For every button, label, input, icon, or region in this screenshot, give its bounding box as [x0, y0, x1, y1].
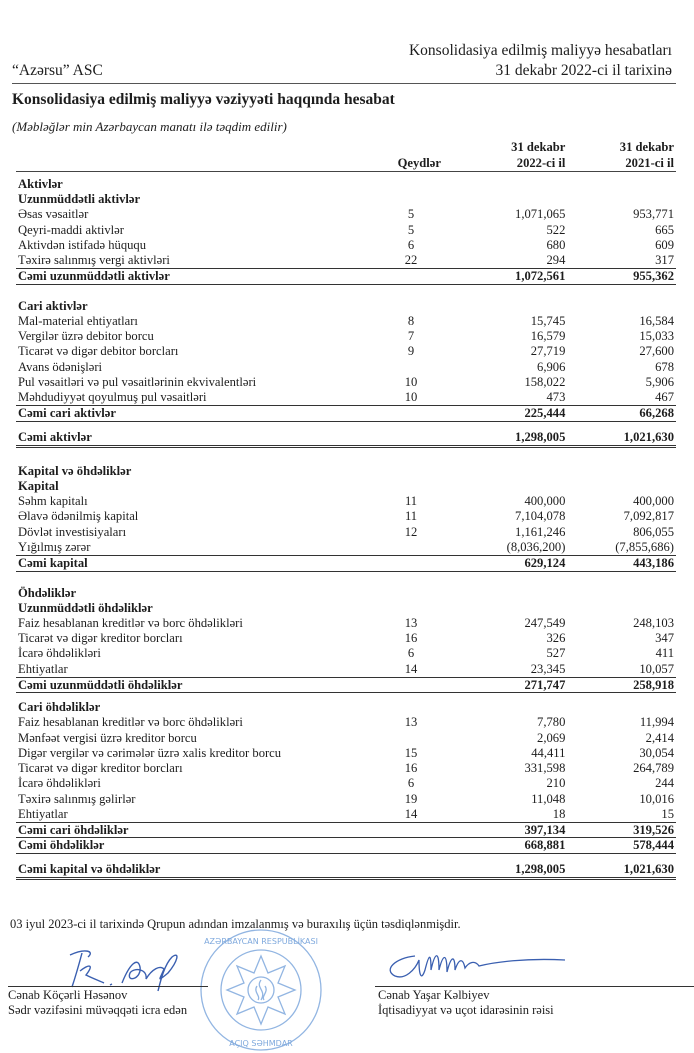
row-note: 10: [404, 389, 418, 404]
row-value-2022: (8,036,200): [506, 539, 566, 554]
statement-subtitle: (Məbləğlər min Azərbaycan manatı ilə təqdim edilir): [12, 119, 287, 134]
total-row: [16, 556, 676, 572]
total-row: [16, 406, 676, 422]
row-label: Ehtiyatlar: [18, 806, 68, 821]
row-note: [379, 731, 443, 746]
row-note: 5: [407, 222, 415, 237]
row-note: 19: [404, 791, 418, 806]
signatory-name-right: Cənab Yaşar Kəlbiyev: [378, 988, 490, 1002]
row-label: Digər vergilər və cərimələr üzrə xalis kreditor borcu: [18, 745, 282, 760]
row-value-2022: 629,124: [459, 556, 568, 572]
row-spacer: [16, 693, 676, 701]
row-value-2021: 347: [655, 631, 674, 646]
column-header-row-2: [16, 156, 676, 172]
row-value-2021: 66,268: [567, 406, 676, 422]
row-note: 8: [407, 313, 415, 328]
row-label: Ticarət və digər kreditor borcları: [18, 631, 183, 646]
row-value-2022: 158,022: [524, 374, 566, 389]
section-heading-row: [16, 299, 676, 314]
line-item-row: [16, 731, 676, 746]
row-value-2021: 665: [655, 222, 674, 237]
row-note: [379, 700, 443, 715]
row-value-2021: 411: [655, 646, 674, 661]
row-value-2022: 210: [546, 776, 566, 791]
line-item-row: [16, 375, 676, 390]
row-note: [379, 862, 443, 879]
row-value-2021: 258,918: [567, 677, 676, 693]
report-period: 31 dekabr 2022-ci il tarixinə: [495, 62, 672, 79]
row-label: Cəmi cari aktivlər: [16, 406, 379, 422]
row-label: Təxirə salınmış gəlirlər: [18, 791, 136, 806]
row-value-2022: 23,345: [530, 661, 566, 676]
total-row: [16, 430, 676, 447]
line-item-row: [16, 344, 676, 359]
row-value-2021: 5,906: [645, 374, 674, 389]
total-row: [16, 677, 676, 693]
signatory-position-right: İqtisadiyyat və uçot idarəsinin rəisi: [378, 1003, 554, 1017]
row-note: [379, 406, 443, 422]
row-label: Cəmi aktivlər: [16, 430, 379, 447]
column-notes: Qeydlər: [379, 156, 443, 172]
financial-position-table: [16, 140, 676, 880]
row-value-2021: 1,021,630: [567, 862, 676, 879]
header-divider: [12, 83, 676, 84]
row-value-2022: 522: [546, 222, 566, 237]
row-label: İcarə öhdəlikləri: [18, 646, 101, 661]
company-name: “Azərsu” ASC: [12, 62, 103, 79]
row-label: Səhm kapitalı: [18, 494, 88, 509]
row-value-2022: 6,906: [537, 359, 566, 374]
row-label: Aktivlər: [18, 177, 63, 191]
row-label: Vergilər üzrə debitor borcu: [18, 329, 154, 344]
row-label: Mənfəət vergisi üzrə kreditor borcu: [18, 730, 197, 745]
line-item-row: [16, 746, 676, 761]
row-value-2022: 680: [546, 237, 566, 252]
row-value-2021: 16,584: [639, 313, 674, 328]
row-note: 16: [404, 761, 418, 776]
row-value-2021: 609: [655, 237, 674, 252]
line-item-row: [16, 792, 676, 807]
row-value-2021: 10,057: [639, 661, 674, 676]
line-item-row: [16, 223, 676, 238]
row-value-2021: 10,016: [639, 791, 674, 806]
row-value-2022: 1,072,561: [459, 269, 568, 285]
row-value-2021: 30,054: [639, 745, 674, 760]
row-value-2021: 244: [655, 776, 674, 791]
row-label: Cəmi öhdəliklər: [16, 838, 379, 854]
row-note: [379, 540, 443, 556]
row-value-2022: 1,071,065: [515, 207, 566, 222]
total-row: [16, 269, 676, 285]
row-value-2021: 953,771: [633, 207, 674, 222]
row-value-2021: (7,855,686): [615, 539, 674, 554]
row-note: 14: [404, 806, 418, 821]
row-value-2021: 467: [655, 389, 674, 404]
row-label: Cəmi kapital: [16, 556, 379, 572]
row-value-2022: 16,579: [530, 329, 566, 344]
row-value-2021: [567, 464, 676, 479]
row-label: Faiz hesablanan kreditlər və borc öhdəlikləri: [18, 715, 243, 730]
row-label: Ticarət və digər kreditor borcları: [18, 761, 183, 776]
column-2022-line2: 2022-ci il: [459, 156, 568, 172]
row-value-2021: 11,994: [639, 715, 674, 730]
row-note: [379, 299, 443, 314]
row-value-2022: 44,411: [531, 745, 566, 760]
row-value-2022: 15,745: [530, 313, 566, 328]
row-value-2022: [459, 299, 568, 314]
row-value-2022: 668,881: [459, 838, 568, 854]
row-value-2022: 271,747: [459, 677, 568, 693]
row-note: [379, 192, 443, 207]
section-heading-row: [16, 479, 676, 494]
signatory-position-left: Sədr vəzifəsini müvəqqəti icra edən: [8, 1003, 188, 1017]
row-label: Cəmi kapital və öhdəliklər: [16, 862, 379, 879]
row-value-2022: 400,000: [524, 494, 566, 509]
row-value-2021: 7,092,817: [623, 509, 674, 524]
row-label: Öhdəliklər: [18, 585, 77, 600]
row-label: Dövlət investisiyaları: [18, 524, 127, 539]
row-note: 12: [404, 524, 418, 539]
row-value-2021: [567, 192, 676, 207]
row-value-2021: 2,414: [645, 730, 674, 745]
row-label: Ehtiyatlar: [18, 661, 68, 676]
row-note: 13: [404, 615, 418, 630]
row-value-2021: [567, 299, 676, 314]
row-label: Təxirə salınmış vergi aktivləri: [18, 253, 170, 268]
line-item-row: [16, 646, 676, 661]
section-heading-row: [16, 586, 676, 601]
row-value-2021: 319,526: [567, 822, 676, 838]
row-value-2022: [459, 192, 568, 207]
line-item-row: [16, 329, 676, 344]
row-label: Avans ödənişləri: [18, 359, 103, 374]
total-row: [16, 838, 676, 854]
row-value-2022: [459, 479, 568, 494]
row-value-2022: 27,719: [530, 344, 566, 359]
row-value-2022: [459, 586, 568, 601]
line-item-row: [16, 525, 676, 540]
svg-text:AÇIQ SƏHMDAR: AÇIQ SƏHMDAR: [229, 1039, 293, 1048]
line-item-row: [16, 761, 676, 776]
line-item-row: [16, 238, 676, 253]
signature-line-left: [8, 986, 208, 987]
row-value-2022: 331,598: [524, 761, 566, 776]
row-value-2022: 7,104,078: [515, 509, 566, 524]
row-label: Qeyri-maddi aktivlər: [18, 222, 124, 237]
row-note: 6: [407, 237, 415, 252]
row-label: Cari öhdəliklər: [18, 700, 101, 715]
row-note: 11: [404, 494, 418, 509]
row-note: 5: [407, 207, 415, 222]
row-note: 9: [407, 344, 415, 359]
row-label: Pul vəsaitləri və pul vəsaitlərinin ekvivalentləri: [18, 374, 257, 389]
line-item-row: [16, 631, 676, 646]
row-note: [379, 479, 443, 494]
row-note: [379, 838, 443, 854]
row-note: [379, 601, 443, 616]
column-header-row-1: [16, 140, 676, 156]
section-heading-row: [16, 700, 676, 715]
line-item-row: [16, 662, 676, 678]
row-value-2022: [459, 177, 568, 192]
row-value-2021: [567, 601, 676, 616]
row-value-2021: 1,021,630: [567, 430, 676, 447]
row-value-2022: 397,134: [459, 822, 568, 838]
row-label: Cəmi uzunmüddətli öhdəliklər: [16, 677, 379, 693]
section-heading-row: [16, 464, 676, 479]
svg-text:AZƏRBAYCAN RESPUBLİKASI: AZƏRBAYCAN RESPUBLİKASI: [204, 937, 318, 946]
row-value-2021: [567, 177, 676, 192]
row-value-2021: 578,444: [567, 838, 676, 854]
row-spacer: [16, 284, 676, 299]
column-2021-line1: 31 dekabr: [619, 140, 674, 154]
row-value-2022: 326: [546, 631, 566, 646]
row-note: [379, 556, 443, 572]
line-item-row: [16, 540, 676, 556]
row-value-2021: 955,362: [567, 269, 676, 285]
line-item-row: [16, 253, 676, 269]
row-value-2021: 264,789: [633, 761, 674, 776]
row-label: Yığılmış zərər: [18, 539, 91, 554]
column-2021-line2: 2021-ci il: [567, 156, 676, 172]
row-label: Faiz hesablanan kreditlər və borc öhdəlikləri: [18, 615, 243, 630]
company-stamp: [195, 928, 330, 1053]
row-spacer: [16, 446, 676, 464]
row-value-2022: 1,298,005: [459, 430, 568, 447]
row-note: 16: [404, 631, 418, 646]
row-label: Aktivdən istifadə hüququ: [18, 237, 147, 252]
row-spacer: [16, 571, 676, 586]
row-value-2022: 473: [546, 389, 566, 404]
signatory-name-left: Cənab Köçərli Həsənov: [8, 988, 128, 1002]
row-label: Ticarət və digər debitor borcları: [18, 344, 179, 359]
row-value-2022: 225,444: [459, 406, 568, 422]
line-item-row: [16, 207, 676, 222]
row-value-2022: 18: [552, 806, 566, 821]
row-value-2021: 317: [655, 253, 674, 268]
report-series-title: Konsolidasiya edilmiş maliyyə hesabatları: [408, 42, 672, 59]
row-note: 13: [404, 715, 418, 730]
row-label: Uzunmüddətli aktivlər: [18, 192, 141, 207]
row-value-2022: 11,048: [531, 791, 566, 806]
row-value-2021: 15,033: [639, 329, 674, 344]
row-value-2021: 248,103: [633, 615, 674, 630]
row-note: 7: [407, 329, 415, 344]
row-spacer: [16, 853, 676, 862]
row-value-2022: 2,069: [537, 730, 566, 745]
line-item-row: [16, 390, 676, 406]
signature-kalbiyev: [375, 940, 575, 990]
row-label: Uzunmüddətli öhdəliklər: [18, 600, 153, 615]
line-item-row: [16, 776, 676, 791]
row-note: 6: [407, 776, 415, 791]
row-note: [379, 177, 443, 192]
line-item-row: [16, 494, 676, 509]
line-item-row: [16, 509, 676, 524]
row-note: [379, 269, 443, 285]
signature-line-right: [375, 986, 694, 987]
row-label: İcarə öhdəlikləri: [18, 776, 101, 791]
row-value-2022: 1,161,246: [515, 524, 566, 539]
row-value-2022: [459, 464, 568, 479]
row-value-2022: 1,298,005: [459, 862, 568, 879]
row-value-2022: 7,780: [537, 715, 566, 730]
row-value-2022: [459, 700, 568, 715]
row-note: 14: [404, 661, 418, 676]
row-note: 15: [404, 745, 418, 760]
statement-title: Konsolidasiya edilmiş maliyyə vəziyyəti haqqında hesabat: [12, 91, 395, 108]
approval-note: 03 iyul 2023-ci il tarixində Qrupun adından imzalanmış və buraxılış üçün təsdiqlənmişdir.: [10, 917, 461, 931]
line-item-row: [16, 616, 676, 631]
line-item-row: [16, 807, 676, 823]
row-label: Əsas vəsaitlər: [18, 207, 89, 222]
total-row: [16, 822, 676, 838]
row-label: Cəmi uzunmüddətli aktivlər: [16, 269, 379, 285]
row-value-2021: 400,000: [633, 494, 674, 509]
row-value-2021: 15: [661, 806, 674, 821]
row-value-2022: 247,549: [524, 615, 566, 630]
row-value-2021: [567, 700, 676, 715]
row-value-2021: 806,055: [633, 524, 674, 539]
row-label: Əlavə ödənilmiş kapital: [18, 509, 139, 524]
row-note: 22: [404, 253, 418, 268]
row-label: Məhdudiyyət qoyulmuş pul vəsaitləri: [18, 389, 207, 404]
column-2022-line1: 31 dekabr: [511, 140, 566, 154]
section-heading-row: [16, 601, 676, 616]
line-item-row: [16, 360, 676, 375]
row-note: [379, 822, 443, 838]
row-value-2021: [567, 586, 676, 601]
row-label: Kapital: [18, 479, 59, 494]
row-value-2021: 443,186: [567, 556, 676, 572]
row-value-2022: 527: [546, 646, 566, 661]
row-note: 11: [404, 509, 418, 524]
row-label: Cari aktivlər: [18, 298, 88, 313]
row-note: 10: [404, 374, 418, 389]
row-note: [379, 586, 443, 601]
row-note: [379, 430, 443, 447]
row-note: [379, 464, 443, 479]
total-row: [16, 862, 676, 879]
row-value-2021: 678: [655, 359, 674, 374]
row-label: Mal-material ehtiyatları: [18, 313, 138, 328]
row-note: [379, 677, 443, 693]
section-heading-row: [16, 177, 676, 192]
row-value-2021: 27,600: [639, 344, 674, 359]
line-item-row: [16, 715, 676, 730]
row-note: [379, 360, 443, 375]
row-value-2021: [567, 479, 676, 494]
row-label: Kapital və öhdəliklər: [18, 463, 132, 478]
line-item-row: [16, 314, 676, 329]
row-note: 6: [407, 646, 415, 661]
row-label: Cəmi cari öhdəliklər: [16, 822, 379, 838]
row-spacer: [16, 421, 676, 430]
section-heading-row: [16, 192, 676, 207]
row-value-2022: 294: [546, 253, 566, 268]
row-value-2022: [459, 601, 568, 616]
